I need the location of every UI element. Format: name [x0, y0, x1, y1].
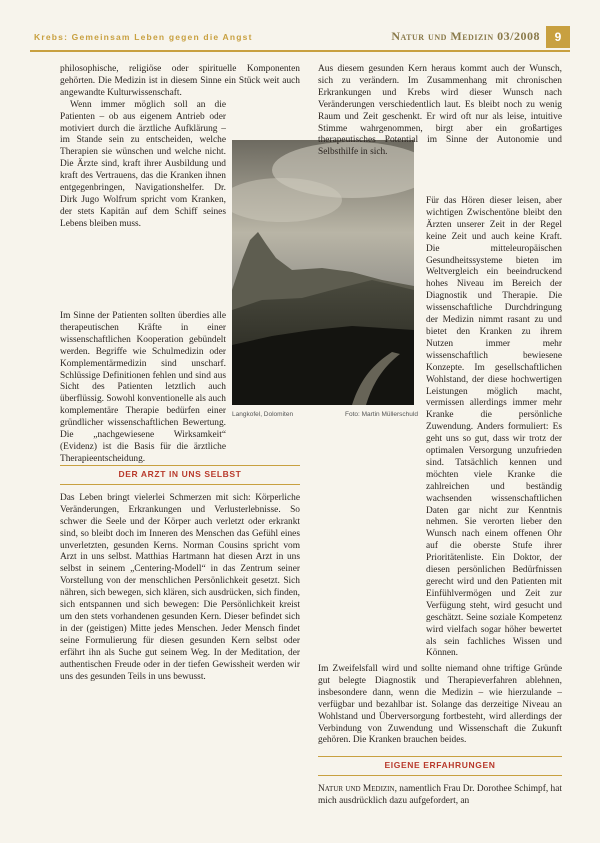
final-text: , namentlich Frau Dr. Dorothee Schimpf, hat mich ausdrücklich dazu aufgefordert, an: [318, 784, 562, 807]
magazine-name-lead: Natur und Medizin: [318, 784, 395, 795]
paragraph: Wenn immer möglich soll an die Patienten – ob aus eigenem Antrieb oder motiviert durch die ärztliche Aufklärung – im Stande sein zu entscheiden, welche Therapien sie wünschen und welche nicht. Die Ärzte sind, kraft ihrer Ausbildung und kraft des Vertrauens, das die Kranken ihnen entgegenbringen, Navigationshelfer. Dr. Dirk Jugo Wolfrum spricht vom Kranken, der stets Kapitän auf dem Schiff seines Lebens bleiben muss.: [60, 99, 226, 229]
page-header: [30, 26, 570, 52]
column-right-lower: [318, 664, 562, 808]
subhead-arzt: DER ARZT IN UNS SELBST: [60, 465, 300, 485]
column-right: [318, 64, 562, 159]
mountain-photo-image: [232, 140, 414, 405]
paragraph: [318, 784, 562, 808]
column-right-narrow: [426, 196, 562, 660]
paragraph: philosophische, religiöse oder spirituelle Komponenten gehörten. Die Medizin ist in diesem Sinne ein Stück weit auch angewandte Kulturwissenschaft.: [60, 64, 300, 98]
paragraph: Im Sinne der Patienten sollten überdies alle therapeutischen Kräfte in einer wissenschaftlichen Kooperation gebündelt werden. Begriffe wie Schulmedizin oder Komplementärmedizin sind unscharf. Schlüssige Definitionen fehlen und sind aus Sicht des Patienten letztlich auch überflüssig. Sowohl konventionelle als auch komplementäre Therapie bedürfen einer gründlicher wissenschaftlichen Bewertung. Die „nachgewiesene Wirksamkeit“ (Evidenz) ist die Basis für die ärztliche Therapieentscheidung.: [60, 311, 226, 464]
landscape-photo: [232, 140, 414, 405]
photo-credit: Foto: Martin Müllerschuld: [345, 411, 418, 418]
photo-caption: Langkofel, Dolomiten: [232, 411, 294, 418]
page-number: 9: [546, 26, 570, 48]
paragraph: Aus diesem gesunden Kern heraus kommt auch der Wunsch, sich zu verändern. Im Zusammenhang mit chronischen Erkrankungen und Krebs wird dieser Wunsch nach Veränderungen verschiedentlich laut. Es bleibt noch zu wenig Raum und Zeit geschenkt. Er wird oft nur als leise, intuitive Stimme wahrgenommen, birgt aber ein großartiges therapeutisches Potential im Sinne der Autonomie und Selbsthilfe in sich.: [318, 64, 562, 158]
magazine-title: Natur und Medizin 03/2008: [391, 29, 540, 43]
column-left-lower: [60, 456, 300, 683]
subhead-erfahrungen: EIGENE ERFAHRUNGEN: [318, 756, 562, 776]
section-title: Krebs: Gemeinsam Leben gegen die Angst: [34, 32, 253, 42]
paragraph: Für das Hören dieser leisen, aber wichtigen Zwischentöne bleibt den Ärzten unserer Zeit in der Regel keine Zeit und auch keine Kraft. Die mitteleuropäischen Gesundheitssysteme bieten im Weltvergleich ein beeindruckend hohes Niveau im Bereich der Diagnostik und Therapie. Die wissenschaftliche Durchdringung der Medizin nimmt rasant zu und bietet den Kranken zu ihrem Nutzen immer mehr wissenschaftlich bewiesene Konzepte. Im gesellschaftlichen Wohlstand, der diese hochwertigen Leistungen möglich macht, vermissen allerdings immer mehr Kranke die persönliche Zuwendung. Anders formuliert: Es geht uns so gut, dass wir trotz der optimalen Versorgung unzufrieden sind. Tatsächlich kennen und möchten viele Kranke die zahlreichen und beständig wachsenden wissenschaftlichen Daten gar nicht zur Kenntnis nehmen. Sie verorten lieber den Wunsch nach einem offenen Ohr auf die oberste Stufe ihrer Prioritätenliste. Ein Doktor, der diesen persönlichen Bedürfnissen gerecht wird und den Patienten mit Einfühlvermögen und Zeit zur Verfügung steht, wird gesucht und geschätzt. Seine soziale Kompetenz wird vielfach sogar höher bewertet als sein fachliches Wissen und Können.: [426, 196, 562, 659]
paragraph: Im Zweifelsfall wird und sollte niemand ohne triftige Gründe gut belegte Diagnostik und Therapieverfahren ablehnen, insbesondere dann, wenn die Medizin – wie hierzulande – verfügbar und bezahlbar ist. Solange das derzeitige Niveau an Wohlstand und Überversorgung fortbesteht, wird allerdings der Verbindung von Zuwendung und Wissenschaft die Zukunft gehören. Die Kranken brauchen beides.: [318, 664, 562, 746]
paragraph: Das Leben bringt vielerlei Schmerzen mit sich: Körperliche Veränderungen, Erkrankungen und Verlusterlebnisse. So schwer die Seele und der Körper auch verletzt oder erkrankt sind, so bleibt doch im Inneren des Menschen das Gefühl eines unverletzten, gesunden Kerns. Norman Cousins spricht vom Arzt in uns selbst. Matthias Hartmann hat diesen Arzt in uns selbst in seinem „Centering-Modell“ in das Zentrum seiner Vorstellung von der menschlichen Persönlichkeit gesetzt. Sich nähren, sich bewegen, sich klären, sich ausdrücken, sich finden, sich entspannen und sich bewegen: Die Persönlichkeit kreist um den stets vorhandenen gesunden Kern. Dieser befindet sich in der (geistigen) Mitte jedes Menschen. Jeder Mensch findet seine Formulierung für diesen gesunden Kern selbst oder erfährt ihn als Suche gut seinem Weg. In der Meditation, der authentischen Freude oder in der tiefen Gewissheit werden wir uns des gesunden Teils in uns bewusst.: [60, 492, 300, 682]
